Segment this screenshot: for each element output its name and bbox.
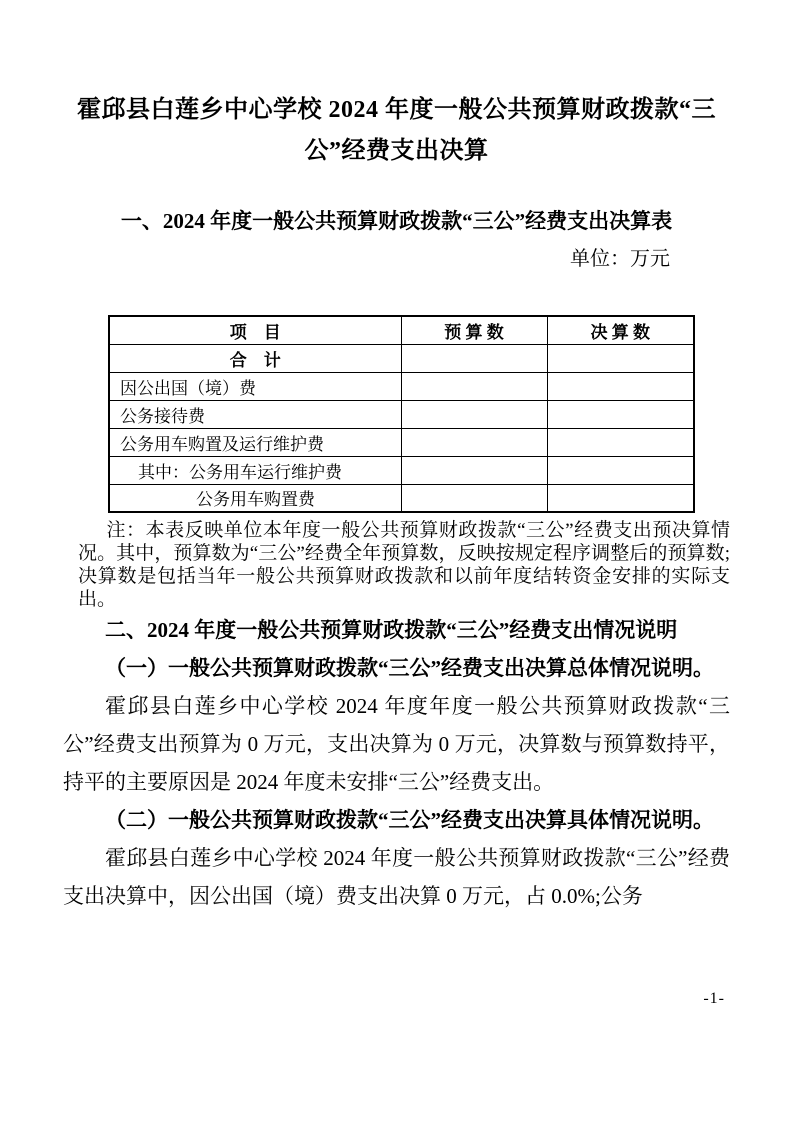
table-row-reception [109, 400, 694, 428]
row-budget-value [401, 428, 547, 456]
row-item-label: 公务用车购置费 [109, 484, 401, 512]
section2-sub2-heading: （二）一般公共预算财政拨款“三公”经费支出决算具体情况说明。 [105, 808, 714, 832]
document-title-line1: 霍邱县白莲乡中心学校 2024 年度一般公共预算财政拨款“三 [77, 97, 716, 123]
row-final-value [547, 344, 694, 372]
table-row-vehicle-operation [109, 456, 694, 484]
row-budget-value [401, 484, 547, 512]
section2-sub2-paragraph: 霍邱县白莲乡中心学校 2024 年度一般公共预算财政拨款“三公”经费支出决算中，因公出国（境）费支出决算 0 万元，占 0.0%;公务 [63, 846, 730, 908]
three-public-expense-table [108, 315, 695, 513]
header-budget: 预 算 数 [401, 316, 547, 344]
row-budget-value [401, 372, 547, 400]
table-row-abroad [109, 372, 694, 400]
document-title-line2: 公”经费支出决算 [304, 138, 489, 164]
row-budget-value [401, 400, 547, 428]
table-header-row [109, 316, 694, 344]
table-row-vehicle-purchase [109, 484, 694, 512]
row-final-value [547, 400, 694, 428]
section2-sub1-paragraph: 霍邱县白莲乡中心学校 2024 年度年度一般公共预算财政拨款“三公”经费支出预算为 0 万元，支出决算为 0 万元，决算数与预算数持平，持平的主要原因是 2024 年度未安排“三公”经费支出。 [63, 694, 730, 794]
row-item-label: 因公出国（境）费 [109, 372, 401, 400]
table-row-vehicle-total [109, 428, 694, 456]
document-title [63, 90, 730, 172]
row-item-label: 其中：公务用车运行维护费 [109, 456, 401, 484]
row-final-value [547, 456, 694, 484]
row-budget-value [401, 456, 547, 484]
header-item: 项 目 [109, 316, 401, 344]
header-final: 决 算 数 [547, 316, 694, 344]
row-item-label: 公务接待费 [109, 400, 401, 428]
row-item-label: 合 计 [109, 344, 401, 372]
page-number: -1- [703, 990, 725, 1007]
row-final-value [547, 428, 694, 456]
row-final-value [547, 372, 694, 400]
section2-heading: 二、2024 年度一般公共预算财政拨款“三公”经费支出情况说明 [105, 618, 678, 642]
table-row-total [109, 344, 694, 372]
table-note: 注：本表反映单位本年度一般公共预算财政拨款“三公”经费支出预决算情况。其中，预算数为“三公”经费全年预算数，反映按规定程序调整后的预算数;决算数是包括当年一般公共预算财政拨款和以前年度结转资金安排的实际支出。 [78, 520, 730, 610]
section1-heading: 一、2024 年度一般公共预算财政拨款“三公”经费支出决算表 [120, 209, 673, 233]
section2-sub1-heading: （一）一般公共预算财政拨款“三公”经费支出决算总体情况说明。 [105, 656, 714, 680]
row-item-label: 公务用车购置及运行维护费 [109, 428, 401, 456]
row-budget-value [401, 344, 547, 372]
table-unit-label: 单位：万元 [570, 248, 670, 270]
row-final-value [547, 484, 694, 512]
